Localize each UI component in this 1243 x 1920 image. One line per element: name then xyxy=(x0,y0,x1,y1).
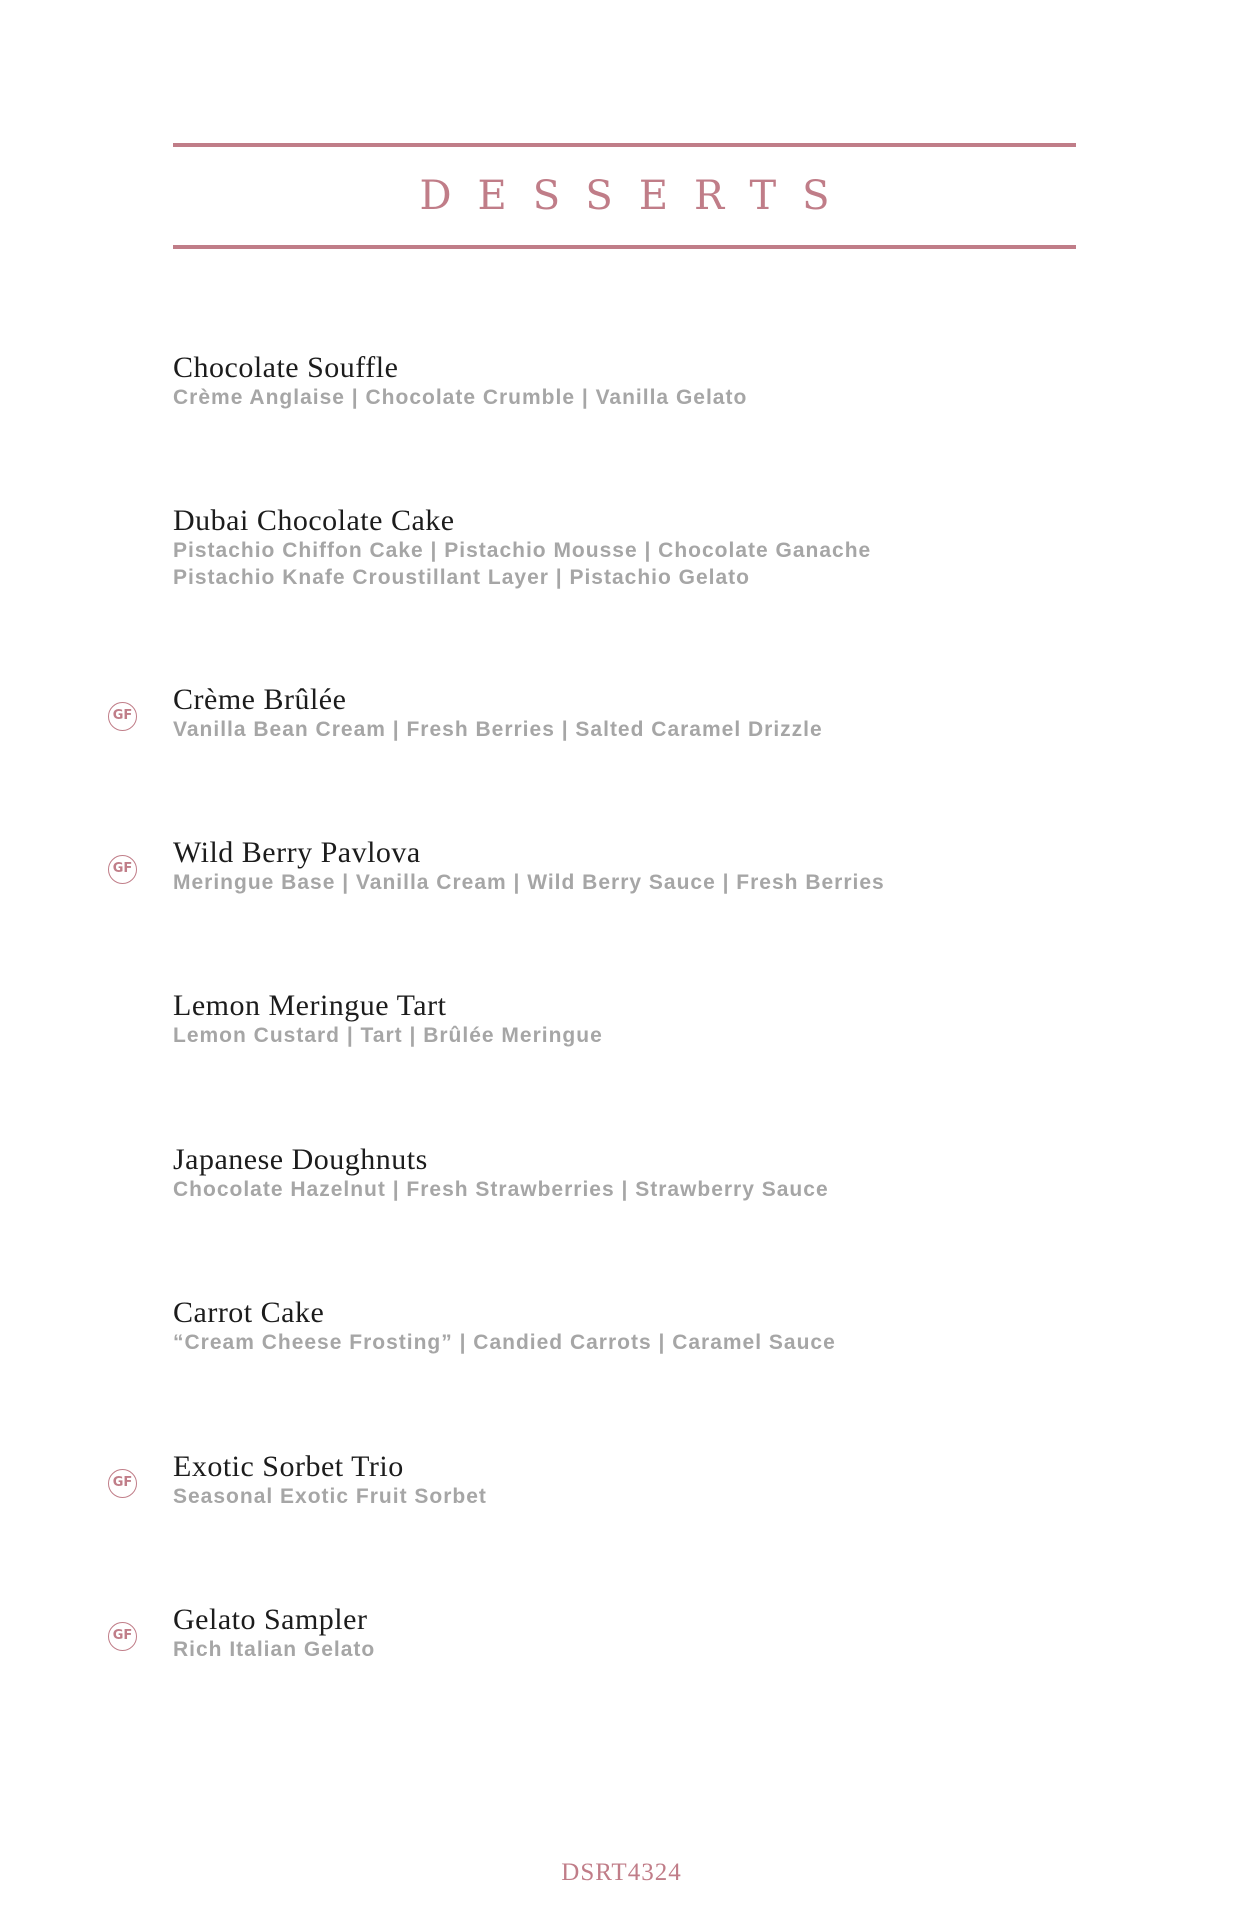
header-bottom-rule xyxy=(173,245,1076,249)
menu-item-description: Chocolate Hazelnut | Fresh Strawberries | Strawberry Sauce xyxy=(173,1178,829,1201)
menu-item-description: Crème Anglaise | Chocolate Crumble | Vanilla Gelato xyxy=(173,386,748,409)
menu-item xyxy=(173,352,1073,411)
header-top-rule xyxy=(173,143,1076,147)
menu-item-description: Pistachio Chiffon Cake | Pistachio Mousse | Chocolate Ganache xyxy=(173,539,872,562)
gluten-free-icon: GF xyxy=(108,1469,137,1498)
menu-item-description: Lemon Custard | Tart | Brûlée Meringue xyxy=(173,1024,603,1047)
menu-item xyxy=(173,1297,1073,1356)
page-title: DESSERTS xyxy=(419,173,856,219)
gluten-free-icon: GF xyxy=(108,1622,137,1651)
menu-item xyxy=(112,1603,1073,1663)
menu-item-name: Lemon Meringue Tart xyxy=(173,989,447,1022)
menu-item-name: Gelato Sampler xyxy=(173,1603,368,1636)
menu-item xyxy=(112,1450,1073,1510)
menu-item-description: Meringue Base | Vanilla Cream | Wild Berry Sauce | Fresh Berries xyxy=(173,871,885,894)
menu-item-name: Japanese Doughnuts xyxy=(173,1143,428,1176)
menu-item xyxy=(112,836,1073,896)
menu-item xyxy=(173,1144,1073,1203)
menu-item-name: Chocolate Souffle xyxy=(173,351,399,384)
menu-item-name: Carrot Cake xyxy=(173,1296,325,1329)
gluten-free-icon: GF xyxy=(108,702,137,731)
gluten-free-icon: GF xyxy=(108,855,137,884)
menu-item-description: “Cream Cheese Frosting” | Candied Carrots | Caramel Sauce xyxy=(173,1331,836,1354)
menu-item-name: Dubai Chocolate Cake xyxy=(173,504,455,537)
menu-item-name: Exotic Sorbet Trio xyxy=(173,1450,404,1483)
menu-item-description: Rich Italian Gelato xyxy=(173,1638,376,1661)
menu-item-description: Pistachio Knafe Croustillant Layer | Pistachio Gelato xyxy=(173,566,751,589)
menu-item xyxy=(173,505,1073,591)
menu-item-name: Wild Berry Pavlova xyxy=(173,836,421,869)
menu-item-name: Crème Brûlée xyxy=(173,683,347,716)
menu-item-description: Seasonal Exotic Fruit Sorbet xyxy=(173,1485,487,1508)
menu-item-description: Vanilla Bean Cream | Fresh Berries | Salted Caramel Drizzle xyxy=(173,718,823,741)
footer-code: DSRT4324 xyxy=(561,1859,682,1886)
menu-item xyxy=(112,683,1073,743)
menu-item xyxy=(173,990,1073,1049)
